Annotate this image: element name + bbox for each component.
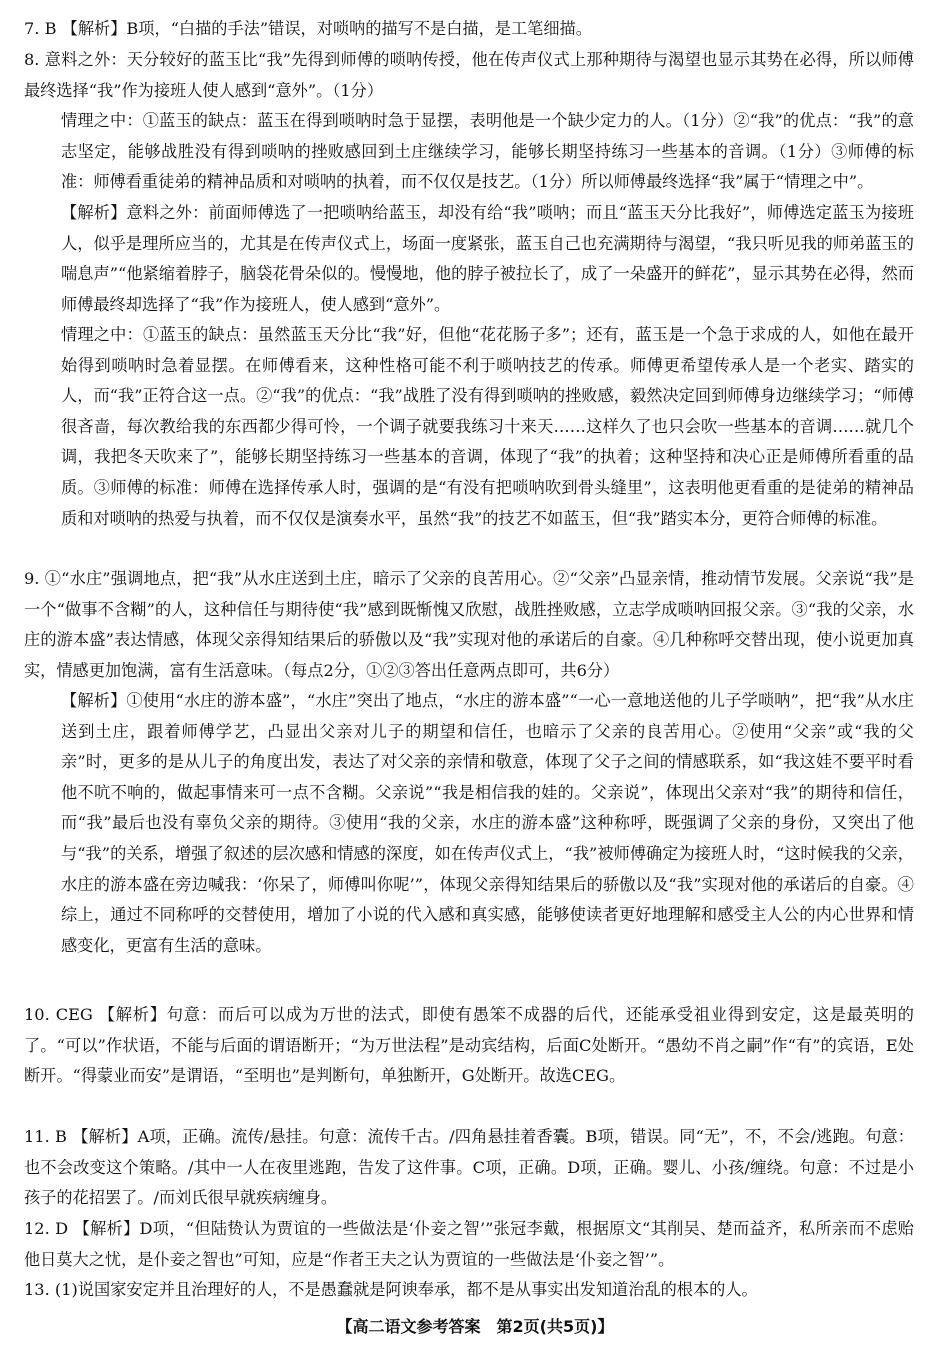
answer-q8-analysis-reason: 情理之中：①蓝玉的缺点：虽然蓝玉天分比“我”好，但他“花花肠子多”；还有，蓝玉是一个急于求成的人，如他在最开始得到唢呐时急着显摆。在师傅看来，这种性格可能不利于唢呐技艺的传承。师傅更希望传承人是一个老实、踏实的人，而“我”正符合这一点。②“我”的优点：“我”战胜了没有得到唢呐的挫败感，毅然决定回到师傅身边继续学习；“师傅很吝啬，每次教给我的东西都少得可怜，一个调子就要我练习十来天……这样久了也只会吹一些基本的音调……就几个调，我把冬天吹来了”，能够长期坚持练习一些基本的音调，体现了“我”的执着；这种坚持和决心正是师傅所看重的品质。③师傅的标准：师傅在选择传承人时，强调的是“有没有把唢呐吹到骨头缝里”，这表明他更看重的是徒弟的精神品质和对唢呐的热爱与执着，而不仅仅是演奏水平，虽然“我”的技艺不如蓝玉，但“我”踏实本分，更符合师傅的标准。 bbox=[61, 325, 914, 528]
answer-q9: 9. ①“水庄”强调地点，把“我”从水庄送到土庄，暗示了父亲的良苦用心。②“父亲”凸显亲情，推动情节发展。父亲说“我”是一个“做事不含糊”的人，这种信任与期待使“我”感到既惭愧又欣慰，战胜挫败感，立志学成唢呐回报父亲。③“我的父亲，水庄的游本盛”表达情感，体现父亲得知结果后的骄傲以及“我”实现对他的承诺后的自豪。④几种称呼交替出现，使小说更加真实，情感更加饱满，富有生活意味。（每点2分，①②③答出任意两点即可，共6分） bbox=[24, 569, 914, 680]
answer-q8-summary: 8. 意料之外：天分较好的蓝玉比“我”先得到师傅的唢呐传授，他在传声仪式上那种期待与渴望也显示其势在必得，所以师傅最终选择“我”作为接班人使人感到“意外”。（1分） bbox=[24, 50, 914, 100]
answer-q11: 11. B 【解析】A项，正确。流传/悬挂。句意：流传千古。/四角悬挂着香囊。B项，错误。同“无”，不，不会/逃跑。句意：也不会改变这个策略。/其中一人在夜里逃跑，告发了这件事。C项，正确。D项，正确。婴儿、小孩/缠绕。句意：不过是小孩子的花招罢了。/而刘氏很早就疾病缠身。 bbox=[24, 1127, 914, 1208]
answer-q7: 7. B 【解析】B项，“白描的手法”错误，对唢呐的描写不是白描，是工笔细描。 bbox=[24, 19, 592, 38]
answer-q13: 13. (1)说国家安定并且治理好的人，不是愚蠢就是阿谀奉承，都不是从事实出发知道治乱的根本的人。 bbox=[24, 1280, 758, 1299]
answer-q8-reasoning: 情理之中：①蓝玉的缺点：蓝玉在得到唢呐时急于显摆，表明他是一个缺少定力的人。（1分）②“我”的优点：“我”的意志坚定，能够战胜没有得到唢呐的挫败感回到土庄继续学习，能够长期坚持练习一些基本的音调。（1分）③师傅的标准：师傅看重徒弟的精神品质和对唢呐的执着，而不仅仅是技艺。（1分）所以师傅最终选择“我”属于“情理之中”。 bbox=[61, 111, 914, 192]
answer-q12: 12. D 【解析】D项，“但陆贽认为贾谊的一些做法是‘仆妾之智’”张冠李戴，根据原文“其削吴、楚而益齐，私所亲而不虑贻他日莫大之忧，是仆妾之智也”可知，应是“作者王夫之认为贾谊的一些做法是‘仆妾之智’”。 bbox=[24, 1219, 914, 1269]
answer-q10: 10. CEG 【解析】句意：而后可以成为万世的法式，即使有愚笨不成器的后代，还能承受祖业得到安定，这是最英明的了。“可以”作状语，不能与后面的谓语断开；“为万世法程”是动宾结构，后面C处断开。“愚幼不肖之嗣”作“有”的宾语，E处断开。“得蒙业而安”是谓语，“至明也”是判断句，单独断开，G处断开。故选CEG。 bbox=[24, 1005, 914, 1086]
answer-q8-analysis-surprise: 【解析】意料之外：前面师傅选了一把唢呐给蓝玉，却没有给“我”唢呐；而且“蓝玉天分比我好”，师傅选定蓝玉为接班人，似乎是理所应当的，尤其是在传声仪式上，场面一度紧张，蓝玉自己也充满期待与渴望，“我只听见我的师弟蓝玉的喘息声”“他紧缩着脖子，脑袋花骨朵似的。慢慢地，他的脖子被拉长了，成了一朵盛开的鲜花”，显示其势在必得，然而师傅最终却选择了“我”作为接班人，使人感到“意外”。 bbox=[61, 203, 914, 314]
answer-q9-analysis: 【解析】①使用“水庄的游本盛”，“水庄”突出了地点，“水庄的游本盛”“一心一意地送他的儿子学唢呐”，把“我”从水庄送到土庄，跟着师傅学艺，凸显出父亲对儿子的期望和信任，也暗示了父亲的良苦用心。②使用“父亲”或“我的父亲”时，更多的是从儿子的角度出发，表达了对父亲的亲情和敬意，体现了父子之间的情感联系，如“我这娃不要平时看他不吭不响的，做起事情来可一点不含糊。父亲说”“我是相信我的娃的。父亲说”，体现出父亲对“我”的期待和信任，而“我”最后也没有辜负父亲的期待。③使用“我的父亲，水庄的游本盛”这种称呼，既强调了父亲的身份，又突出了他与“我”的关系，增强了叙述的层次感和情感的深度，如在传声仪式上，“我”被师傅确定为接班人时，“这时候我的父亲，水庄的游本盛在旁边喊我：‘你呆了，师傅叫你呢’”，体现父亲得知结果后的骄傲以及“我”实现对他的承诺后的自豪。④综上，通过不同称呼的交替使用，增加了小说的代入感和真实感，能够使读者更好地理解和感受主人公的内心世界和情感变化，更富有生活的意味。 bbox=[61, 691, 914, 955]
page-footer: 【高二语文参考答案 第2页(共5页)】 bbox=[336, 1317, 614, 1336]
